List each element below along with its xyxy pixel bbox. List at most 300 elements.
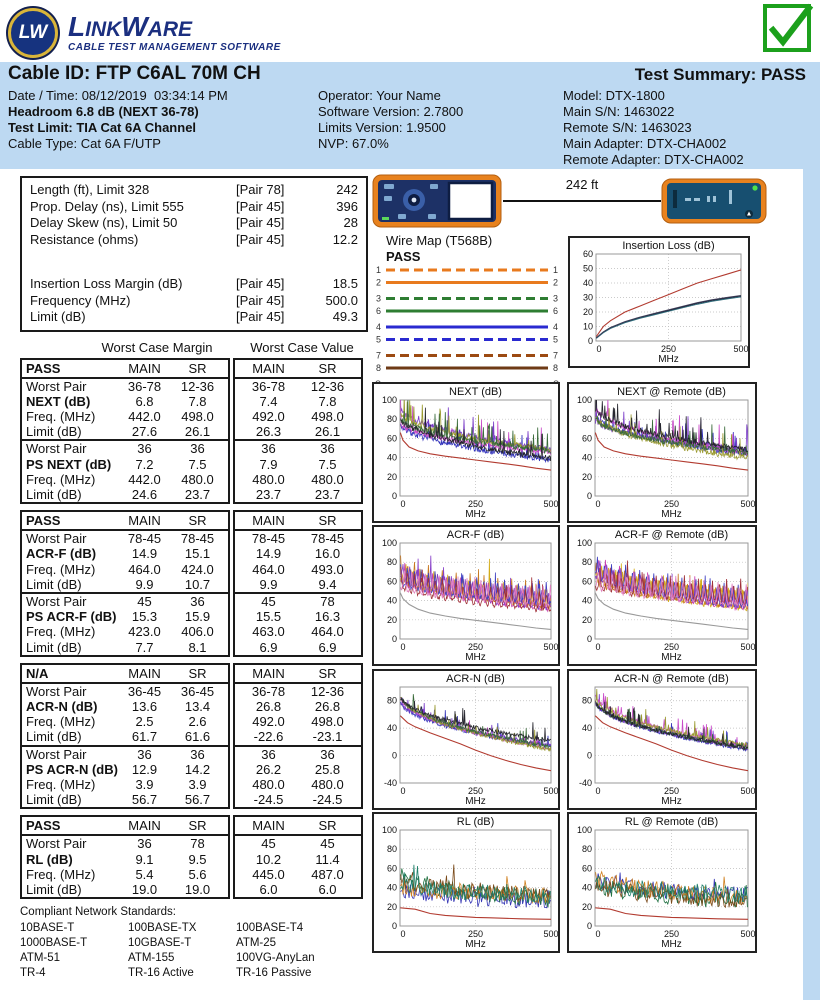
- value-row: [235, 762, 361, 777]
- wordmark-part: ARE: [147, 18, 193, 41]
- wire-num-right: 7: [553, 350, 559, 361]
- linkware-logo: [8, 8, 281, 58]
- y-tick-label: 20: [582, 307, 593, 317]
- chart-acrn-main: [372, 669, 560, 810]
- row-label: Freq. (MHz): [26, 866, 96, 882]
- row-label: PS ACR-F (dB): [26, 609, 117, 625]
- y-tick-label: 80: [386, 844, 397, 855]
- value-cell: 78: [320, 593, 335, 609]
- value-cell: 16.0: [314, 546, 341, 562]
- x-tick-label: 500: [543, 642, 558, 652]
- y-tick-label: 20: [581, 614, 592, 625]
- margin-row: [22, 457, 228, 472]
- value-cell: 25.8: [314, 761, 341, 777]
- wordmark-part: L: [68, 11, 86, 42]
- y-tick-label: 10: [582, 321, 593, 332]
- x-tick-label: 500: [543, 786, 558, 796]
- x-axis-label: MHz: [465, 509, 486, 520]
- measurement-row: [30, 276, 358, 293]
- value-row: [235, 624, 361, 639]
- margin-cell: 36: [190, 441, 205, 457]
- value-cell: 16.3: [314, 609, 341, 625]
- margin-row: [22, 729, 228, 744]
- remote-tester-image: [661, 178, 767, 224]
- linkware-wordmark: [68, 13, 281, 41]
- measurement-label: Frequency (MHz): [30, 292, 131, 308]
- row-label: Limit (dB): [26, 486, 82, 502]
- value-row: [235, 546, 361, 561]
- margin-cell: 7.2: [135, 456, 154, 472]
- length-measurements-table: [20, 176, 368, 332]
- cable-id-title: Cable ID: FTP C6AL 70M CH: [8, 63, 261, 84]
- main-tester-image: [372, 174, 502, 228]
- margin-cell: 36: [190, 746, 205, 762]
- chart-svg: [569, 814, 755, 951]
- margin-cell: 15.3: [131, 609, 158, 625]
- margin-cell: 36-78: [127, 378, 162, 394]
- worst-case-value-header: Worst Case Value: [250, 339, 354, 355]
- margin-cell: 9.9: [135, 576, 154, 592]
- model-line: Model: DTX-1800: [563, 88, 665, 103]
- chart-insertion-loss: [568, 236, 750, 368]
- y-tick-label: 20: [386, 471, 397, 482]
- y-tick-label: 100: [381, 395, 397, 405]
- margin-cell: 78: [190, 836, 205, 852]
- wire-num-right: 3: [553, 293, 559, 304]
- margin-cell: 464.0: [128, 561, 161, 577]
- value-cell: 480.0: [252, 471, 285, 487]
- y-tick-label: 0: [587, 336, 593, 346]
- x-axis-label: MHz: [465, 796, 486, 807]
- y-tick-label: 50: [582, 263, 593, 274]
- link-length-label: 242 ft: [565, 177, 599, 192]
- margin-cell: 7.8: [188, 393, 207, 409]
- worst-case-headers: [20, 340, 366, 355]
- row-label: NEXT (dB): [26, 393, 91, 409]
- info-column-middle: [318, 88, 463, 152]
- chart-svg: [569, 384, 755, 521]
- margin-cell: 36: [137, 836, 152, 852]
- value-cell: 45: [261, 836, 276, 852]
- chart-acrf-remote: [567, 525, 757, 666]
- chart-svg: [374, 814, 558, 951]
- margin-cell: 61.7: [131, 729, 158, 745]
- row-label: Worst Pair: [26, 683, 87, 699]
- value-cell: 445.0: [252, 866, 285, 882]
- margin-cell: 14.9: [131, 546, 158, 562]
- value-cell: 36: [261, 441, 276, 457]
- worst-case-margin-header: Worst Case Margin: [101, 339, 213, 355]
- row-label: Worst Pair: [26, 441, 87, 457]
- value-cell: 7.4: [259, 393, 278, 409]
- x-axis-label: MHz: [661, 652, 682, 663]
- chart-svg: [374, 527, 558, 664]
- main-sn-line: Main S/N: 1463022: [563, 104, 675, 119]
- x-tick-label: 500: [543, 929, 558, 939]
- y-tick-label: 40: [386, 452, 397, 463]
- x-tick-label: 0: [595, 786, 601, 796]
- chart-title: ACR-N @ Remote (dB): [614, 673, 729, 685]
- compliant-standards-section: [20, 905, 366, 981]
- y-tick-label: 0: [391, 921, 397, 931]
- y-tick-label: 80: [581, 414, 592, 425]
- x-axis-label: MHz: [465, 652, 486, 663]
- wire-num-left: 5: [375, 334, 381, 345]
- measurement-label: Prop. Delay (ns), Limit 555: [30, 198, 184, 214]
- standard-item: TR-4: [20, 967, 46, 980]
- x-tick-label: 500: [543, 499, 558, 509]
- margin-row: [22, 852, 228, 867]
- value-cell: 11.4: [315, 851, 340, 867]
- wire-num-left: 7: [375, 350, 381, 361]
- column-header: SR: [188, 818, 207, 834]
- value-cell: 26.2: [255, 761, 282, 777]
- margin-row: [22, 424, 228, 439]
- x-tick-label: 0: [595, 929, 601, 939]
- y-tick-label: 100: [576, 538, 592, 548]
- measurement-row: [30, 309, 358, 326]
- column-header: SR: [318, 665, 337, 681]
- value-row: [235, 562, 361, 577]
- column-header: MAIN: [128, 665, 161, 681]
- value-cell: 26.8: [314, 698, 341, 714]
- standard-item: 100VG-AnyLan: [236, 952, 315, 965]
- column-header: MAIN: [252, 513, 285, 529]
- row-label: Freq. (MHz): [26, 776, 96, 792]
- wire-num-left: 2: [375, 277, 381, 288]
- value-row: [235, 745, 361, 762]
- chart-svg: [570, 238, 748, 366]
- margin-cell: 8.1: [188, 639, 207, 655]
- worst-case-value-box: [233, 510, 363, 657]
- margin-cell: 12-36: [180, 378, 215, 394]
- remote-sn-line: Remote S/N: 1463023: [563, 120, 692, 135]
- value-row: [235, 882, 361, 897]
- margin-cell: 14.2: [184, 761, 211, 777]
- row-label: Limit (dB): [26, 881, 82, 897]
- column-header: SR: [318, 818, 337, 834]
- value-cell: 7.8: [318, 393, 337, 409]
- standard-item: TR-16 Active: [128, 967, 194, 980]
- standard-item: ATM-155: [128, 952, 175, 965]
- row-label: ACR-F (dB): [26, 546, 97, 562]
- y-tick-label: 0: [586, 921, 592, 931]
- status-label: PASS: [26, 360, 61, 376]
- row-label: Worst Pair: [26, 746, 87, 762]
- row-label: RL (dB): [26, 851, 73, 867]
- value-cell: 12-36: [310, 378, 345, 394]
- row-label: Freq. (MHz): [26, 561, 96, 577]
- margin-cell: 442.0: [128, 408, 161, 424]
- y-tick-label: 100: [381, 825, 397, 835]
- margin-cell: 61.6: [184, 729, 211, 745]
- wire-num-right: 4: [553, 322, 559, 332]
- y-tick-label: 40: [386, 595, 397, 606]
- measurement-row: [30, 232, 358, 249]
- chart-svg: [374, 384, 558, 521]
- x-tick-label: 250: [467, 642, 484, 652]
- column-header: MAIN: [128, 818, 161, 834]
- margin-cell: 13.4: [184, 698, 211, 714]
- margin-row: [22, 409, 228, 424]
- margin-row: [22, 531, 228, 546]
- chart-title: NEXT (dB): [449, 386, 502, 398]
- wiremap-status: PASS: [386, 249, 421, 264]
- value-row: [235, 531, 361, 546]
- value-row: [235, 457, 361, 472]
- value-row: [235, 867, 361, 882]
- standards-columns: [20, 921, 366, 981]
- value-cell: -22.6: [253, 729, 284, 745]
- y-tick-label: 0: [391, 491, 397, 501]
- limits-version-line: Limits Version: 1.9500: [318, 120, 446, 135]
- row-label: Limit (dB): [26, 576, 82, 592]
- y-tick-label: 0: [391, 750, 397, 761]
- worst-case-value-head: [235, 360, 361, 379]
- standard-item: 10GBASE-T: [128, 937, 192, 950]
- x-tick-label: 250: [660, 344, 677, 354]
- value-cell: 498.0: [311, 408, 344, 424]
- value-cell: 45: [320, 836, 335, 852]
- y-tick-label: 0: [391, 634, 397, 644]
- margin-row: [22, 777, 228, 792]
- margin-row: [22, 882, 228, 897]
- measurement-pair: [Pair 45]: [236, 231, 285, 247]
- measurement-pair: [Pair 45]: [236, 309, 285, 324]
- measurement-row: [30, 293, 358, 310]
- value-row: [235, 424, 361, 439]
- worst-case-value-head: [235, 665, 361, 684]
- chart-title: NEXT @ Remote (dB): [617, 386, 726, 398]
- x-tick-label: 500: [733, 344, 748, 354]
- value-row: [235, 852, 361, 867]
- value-cell: 26.8: [255, 698, 282, 714]
- measurement-value: 396: [336, 198, 358, 214]
- value-row: [235, 487, 361, 502]
- value-row: [235, 836, 361, 851]
- margin-cell: 9.5: [188, 851, 207, 867]
- y-tick-label: 80: [581, 557, 592, 568]
- wire-num-right: 5: [553, 334, 559, 345]
- y-tick-label: 0: [586, 750, 592, 761]
- row-label: Limit (dB): [26, 729, 82, 745]
- y-tick-label: 60: [386, 576, 397, 587]
- wire-num-right: 8: [553, 363, 559, 373]
- margin-cell: 12.9: [131, 761, 158, 777]
- value-row: [235, 439, 361, 456]
- row-label: PS ACR-N (dB): [26, 761, 118, 777]
- margin-cell: 45: [137, 593, 152, 609]
- info-column-left: [8, 88, 228, 152]
- linkware-logo-badge-icon: LW: [8, 8, 58, 58]
- margin-cell: 56.7: [131, 792, 158, 808]
- value-row: [235, 394, 361, 409]
- chart-acrf-main: [372, 525, 560, 666]
- y-tick-label: 40: [581, 723, 592, 734]
- value-row: [235, 379, 361, 394]
- margin-cell: 15.9: [184, 609, 211, 625]
- margin-cell: 15.1: [184, 546, 211, 562]
- measurement-label: Insertion Loss Margin (dB): [30, 276, 183, 291]
- row-label: Limit (dB): [26, 792, 82, 808]
- margin-row: [22, 762, 228, 777]
- margin-row: [22, 562, 228, 577]
- pass-checkmark-icon: [762, 3, 812, 53]
- y-tick-label: 60: [582, 249, 593, 259]
- measurement-pair: [Pair 45]: [236, 276, 285, 291]
- wire-num-left: 6: [375, 306, 381, 316]
- x-tick-label: 0: [595, 499, 601, 509]
- status-label: PASS: [26, 513, 61, 529]
- standards-title: Compliant Network Standards:: [20, 906, 176, 919]
- value-cell: -24.5: [253, 792, 284, 808]
- main-adapter-line: Main Adapter: DTX-CHA002: [563, 136, 727, 151]
- measurement-row: [30, 215, 358, 232]
- worst-case-group: [20, 663, 366, 810]
- margin-row: [22, 836, 228, 851]
- margin-row: [22, 624, 228, 639]
- limit-line: [400, 908, 551, 920]
- row-label: Worst Pair: [26, 593, 87, 609]
- limit-line: [595, 908, 748, 920]
- margin-cell: 36: [137, 746, 152, 762]
- value-cell: 23.7: [314, 486, 341, 502]
- measurement-pair: [Pair 45]: [236, 198, 285, 214]
- margin-cell: 480.0: [181, 471, 214, 487]
- column-header: MAIN: [252, 665, 285, 681]
- wordmark-part: W: [121, 11, 148, 42]
- value-cell: 498.0: [311, 714, 344, 730]
- link-cable-line: [503, 200, 661, 202]
- chart-title: ACR-N (dB): [446, 673, 505, 685]
- charts-right-column: [372, 174, 769, 1000]
- column-header: SR: [188, 360, 207, 376]
- row-label: Freq. (MHz): [26, 408, 96, 424]
- chart-title: RL @ Remote (dB): [624, 816, 719, 828]
- column-header: MAIN: [128, 360, 161, 376]
- row-label: Worst Pair: [26, 531, 87, 547]
- standards-column: [128, 921, 236, 981]
- worst-case-group: [20, 358, 366, 505]
- standard-item: 100BASE-T4: [236, 922, 304, 935]
- standard-item: 1000BASE-T: [20, 937, 88, 950]
- margin-cell: 10.7: [184, 576, 211, 592]
- row-label: Worst Pair: [26, 836, 87, 852]
- value-row: [235, 729, 361, 744]
- y-tick-label: 0: [586, 634, 592, 644]
- y-tick-label: 20: [581, 471, 592, 482]
- y-tick-label: 80: [581, 695, 592, 706]
- value-cell: 464.0: [252, 561, 285, 577]
- margin-cell: 36: [190, 593, 205, 609]
- y-tick-label: 80: [386, 695, 397, 706]
- y-tick-label: 60: [386, 433, 397, 444]
- wire-num-left: 3: [375, 293, 381, 304]
- worst-case-margin-head: [22, 360, 228, 379]
- margin-cell: 406.0: [181, 624, 214, 640]
- chart-next-remote: [567, 382, 757, 523]
- value-row: [235, 472, 361, 487]
- worst-case-margin-box: [20, 815, 230, 899]
- margin-row: [22, 379, 228, 394]
- x-axis-label: MHz: [661, 509, 682, 520]
- date-time-line: Date / Time: 08/12/2019 03:34:14 PM: [8, 88, 228, 103]
- margin-row: [22, 714, 228, 729]
- value-cell: 6.0: [259, 881, 278, 897]
- value-cell: 26.1: [314, 424, 341, 440]
- x-tick-label: 250: [467, 929, 484, 939]
- margin-row: [22, 439, 228, 456]
- measurement-value: 18.5: [332, 276, 358, 291]
- value-cell: 26.3: [255, 424, 282, 440]
- info-column-right: [563, 88, 744, 168]
- y-tick-label: 30: [582, 292, 593, 303]
- y-tick-label: 20: [386, 901, 397, 912]
- chart-title: Insertion Loss (dB): [622, 240, 715, 252]
- x-tick-label: 0: [400, 929, 406, 939]
- value-cell: 492.0: [252, 408, 285, 424]
- margin-row: [22, 394, 228, 409]
- margin-cell: 424.0: [181, 561, 214, 577]
- y-tick-label: 40: [581, 452, 592, 463]
- y-tick-label: 100: [381, 538, 397, 548]
- margin-cell: 56.7: [184, 792, 211, 808]
- y-tick-label: 80: [386, 414, 397, 425]
- chart-title: ACR-F @ Remote (dB): [614, 529, 729, 541]
- status-label: PASS: [26, 818, 61, 834]
- margin-row: [22, 699, 228, 714]
- value-row: [235, 792, 361, 807]
- chart-title: RL (dB): [456, 816, 495, 828]
- measurement-value: 49.3: [332, 309, 358, 324]
- measurement-row: [30, 182, 358, 199]
- x-tick-label: 500: [740, 786, 755, 796]
- row-label: Freq. (MHz): [26, 471, 96, 487]
- chart-rl-remote: [567, 812, 757, 953]
- standards-column: [20, 921, 128, 981]
- margin-row: [22, 577, 228, 592]
- report-info-band: [0, 62, 820, 169]
- value-row: [235, 577, 361, 592]
- measurement-value: 242: [336, 182, 358, 197]
- value-cell: 9.4: [318, 576, 337, 592]
- margin-cell: 36-45: [180, 683, 215, 699]
- worst-case-value-head: [235, 817, 361, 836]
- wordmark-part: INK: [85, 18, 122, 41]
- measurement-row: [30, 199, 358, 216]
- column-header: SR: [318, 360, 337, 376]
- margin-row: [22, 684, 228, 699]
- column-header: MAIN: [128, 513, 161, 529]
- worst-case-tables: [20, 358, 366, 900]
- row-label: Limit (dB): [26, 424, 82, 440]
- margin-cell: 423.0: [128, 624, 161, 640]
- column-header: SR: [188, 665, 207, 681]
- headroom-line: Headroom 6.8 dB (NEXT 36-78): [8, 104, 199, 119]
- cable-type-line: Cable Type: Cat 6A F/UTP: [8, 136, 161, 151]
- y-tick-label: 80: [386, 557, 397, 568]
- margin-cell: 442.0: [128, 471, 161, 487]
- x-tick-label: 250: [467, 499, 484, 509]
- margin-cell: 24.6: [131, 486, 158, 502]
- margin-cell: 36-45: [127, 683, 162, 699]
- y-tick-label: 100: [576, 395, 592, 405]
- value-row: [235, 609, 361, 624]
- margin-row: [22, 592, 228, 609]
- row-label: ACR-N (dB): [26, 698, 98, 714]
- margin-cell: 19.0: [131, 881, 158, 897]
- worst-case-group: [20, 510, 366, 657]
